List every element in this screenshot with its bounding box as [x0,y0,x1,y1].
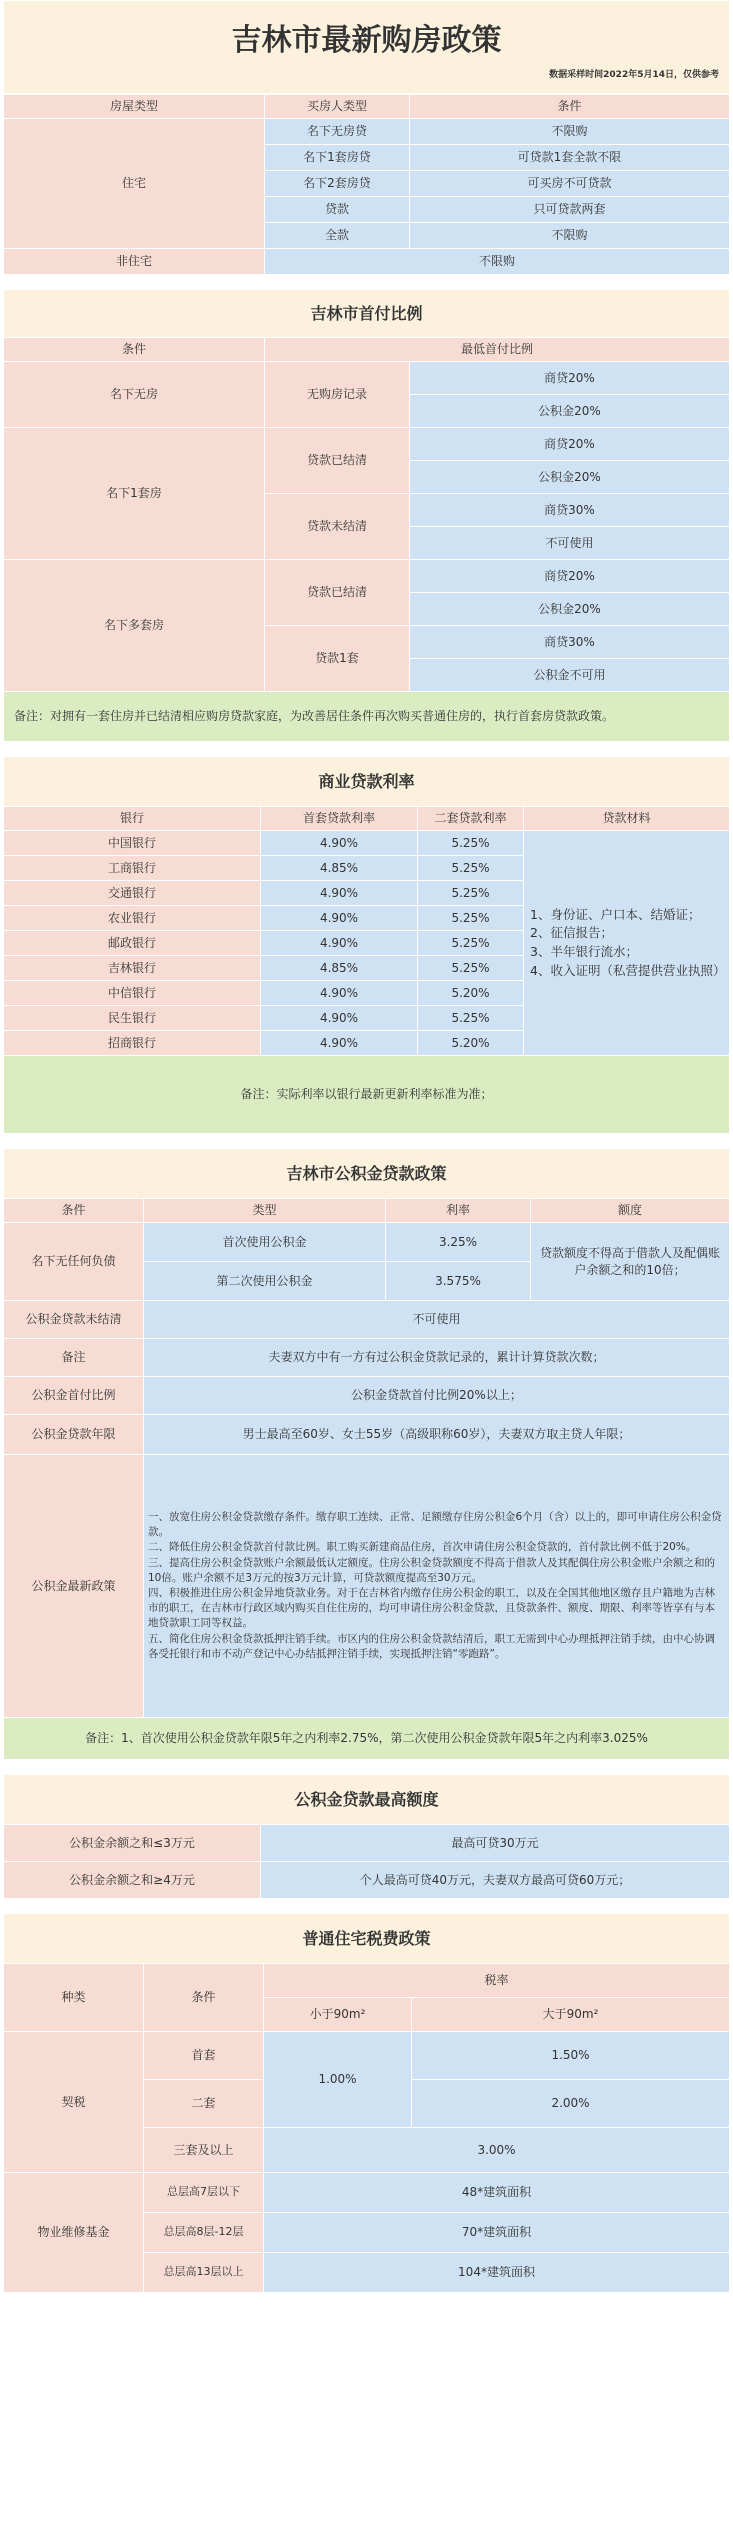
down-payment-label: 公积金首付比例 [4,1377,144,1415]
condition-cell: 名下1套房 [4,428,265,560]
bank-name: 工商银行 [4,856,261,881]
first-use: 首次使用公积金 [144,1223,386,1262]
bank-name: 中国银行 [4,831,261,856]
second-rate: 3.575% [386,1262,531,1301]
buyer-type-cell: 全款 [265,223,410,249]
condition-cell: 不限购 [410,223,730,249]
provident-fund-table [3,1148,730,1760]
header-condition: 条件 [410,95,730,119]
ratio-cell: 公积金20% [410,593,730,626]
ratio-cell: 商贷20% [410,362,730,395]
bank-name: 交通银行 [4,881,261,906]
header-condition: 条件 [4,1199,144,1223]
second-rate: 5.25% [418,831,524,856]
deed-tax-label: 契税 [4,2032,144,2173]
first-rate: 3.25% [386,1223,531,1262]
remark-label: 备注 [4,1339,144,1377]
no-debt-label: 名下无任何负债 [4,1223,144,1301]
header-quota: 额度 [531,1199,730,1223]
bank-name: 中信银行 [4,981,261,1006]
second-rate: 5.25% [418,856,524,881]
first-rate: 4.90% [261,906,418,931]
ratio-cell: 商贷20% [410,428,730,461]
buyer-type-cell: 名下2套房贷 [265,171,410,197]
header-condition: 条件 [4,338,265,362]
balance-condition: 公积金余额之和≥4万元 [4,1862,261,1899]
policy-item: 一、放宽住房公积金贷款缴存条件。缴存职工连续、正常、足额缴存住房公积金6个月（含）以上的，即可申请住房公积金贷款。 [148,1510,722,1539]
new-policy-label: 公积金最新政策 [4,1455,144,1718]
max-quota-table [3,1774,730,1899]
header-large-area: 大于90m² [412,1998,730,2032]
bank-name: 邮政银行 [4,931,261,956]
ratio-cell: 商贷30% [410,626,730,659]
buyer-type-cell: 贷款 [265,197,410,223]
down-payment-value: 公积金贷款首付比例20%以上； [144,1377,730,1415]
first-rate: 4.90% [261,1006,418,1031]
header-second-rate: 二套贷款利率 [418,807,524,831]
subcondition-cell: 无购房记录 [265,362,410,428]
header-min-down: 最低首付比例 [265,338,730,362]
maintenance-fund-label: 物业维修基金 [4,2173,144,2293]
nonresidential-condition: 不限购 [265,249,730,275]
residential-label: 住宅 [4,119,265,249]
header-type: 类型 [144,1199,386,1223]
max-loan: 最高可贷30万元 [261,1825,730,1862]
floor-condition: 总层高7层以下 [144,2173,264,2213]
condition-cell: 名下无房 [4,362,265,428]
section-note: 备注：1、首次使用公积金贷款年限5年之内利率2.75%，第二次使用公积金贷款年限5年之内利率3.025% [4,1718,730,1760]
section-note: 备注：实际利率以银行最新更新利率标准为准； [4,1056,730,1134]
condition-cell: 可贷款1套全款不限 [410,145,730,171]
second-use: 第二次使用公积金 [144,1262,386,1301]
second-rate: 5.25% [418,931,524,956]
first-home: 首套 [144,2032,264,2080]
first-rate: 4.85% [261,956,418,981]
third-rate: 3.00% [264,2128,730,2173]
second-rate: 5.25% [418,956,524,981]
new-policy-text [144,1455,730,1718]
second-rate: 5.20% [418,1031,524,1056]
unsettled-value: 不可使用 [144,1301,730,1339]
commercial-loan-table [3,756,730,1134]
condition-cell: 名下多套房 [4,560,265,692]
section-title: 吉林市首付比例 [4,290,730,338]
header-buyer-type: 买房人类型 [265,95,410,119]
condition-cell: 可买房不可贷款 [410,171,730,197]
small-area-rate: 1.00% [264,2032,412,2128]
down-payment-table [3,289,730,742]
first-rate: 4.90% [261,981,418,1006]
date-note: 数据采样时间2022年5月14日，仅供参考 [549,70,719,80]
bank-name: 农业银行 [4,906,261,931]
header-bank: 银行 [4,807,261,831]
second-rate: 5.25% [418,1006,524,1031]
policy-item: 二、降低住房公积金贷款首付款比例。职工购买新建商品住房，首次申请住房公积金贷款的，首付款比例不低于20%。 [148,1541,697,1554]
policy-item: 三、提高住房公积金贷款账户余额最低认定额度。住房公积金贷款额度不得高于借款人及其配偶住房公积金账户余额之和的10倍。账户余额不足3万元的按3万元计算，可贷款额度提高至30万元。 [148,1556,715,1584]
header-kind: 种类 [4,1964,144,2032]
bank-name: 吉林银行 [4,956,261,981]
tax-table [3,1913,730,2293]
loan-materials [524,831,730,1056]
unsettled-label: 公积金贷款未结清 [4,1301,144,1339]
nonresidential-label: 非住宅 [4,249,265,275]
bank-name: 招商银行 [4,1031,261,1056]
third-home: 三套及以上 [144,2128,264,2173]
header-materials: 贷款材料 [524,807,730,831]
policy-item: 五、简化住房公积金贷款抵押注销手续。市区内的住房公积金贷款结清后，职工无需到中心办理抵押注销手续，由中心协调各受托银行和市不动产登记中心办结抵押注销手续，实现抵押注销“零跑路”。 [148,1632,715,1660]
subcondition-cell: 贷款已结清 [265,560,410,626]
section-title: 普通住宅税费政策 [4,1914,730,1964]
material-item: 4、收入证明（私营提供营业执照） [530,962,726,978]
header-rate: 利率 [386,1199,531,1223]
policy-item: 四、积极推进住房公积金异地贷款业务。对于在吉林省内缴存住房公积金的职工，以及在全国其他地区缴存且户籍地为吉林市的职工，在吉林市行政区域内购买自住住房的，均可申请住房公积金贷款，且贷款条件、额度、期限、利率等皆享有与本地贷款职工同等权益。 [148,1587,715,1630]
header-condition: 条件 [144,1964,264,2032]
first-rate: 4.85% [261,856,418,881]
ratio-cell: 不可使用 [410,527,730,560]
max-loan: 个人最高可贷40万元，夫妻双方最高可贷60万元； [261,1862,730,1899]
bank-name: 民生银行 [4,1006,261,1031]
floor-condition: 总层高8层-12层 [144,2213,264,2253]
subcondition-cell: 贷款1套 [265,626,410,692]
fund-amount: 104*建筑面积 [264,2253,730,2293]
second-home: 二套 [144,2080,264,2128]
section-title: 公积金贷款最高额度 [4,1775,730,1825]
first-rate: 4.90% [261,931,418,956]
loan-term-value: 男士最高至60岁、女士55岁（高级职称60岁），夫妻双方取主贷人年限； [144,1415,730,1455]
subcondition-cell: 贷款未结清 [265,494,410,560]
remark-value: 夫妻双方中有一方有过公积金贷款记录的，累计计算贷款次数； [144,1339,730,1377]
first-rate: 4.90% [261,831,418,856]
title-block [3,0,730,94]
ratio-cell: 公积金不可用 [410,659,730,692]
first-rate: 4.90% [261,881,418,906]
condition-cell: 只可贷款两套 [410,197,730,223]
section-note: 备注：对拥有一套住房并已结清相应购房贷款家庭，为改善居住条件再次购买普通住房的，执行首套房贷款政策。 [4,692,730,742]
section-title: 商业贷款利率 [4,757,730,807]
fund-amount: 70*建筑面积 [264,2213,730,2253]
buyer-type-cell: 名下无房贷 [265,119,410,145]
header-small-area: 小于90m² [264,1998,412,2032]
material-item: 2、征信报告； [530,925,613,941]
loan-term-label: 公积金贷款年限 [4,1415,144,1455]
purchase-restriction-table [3,94,730,275]
first-large-rate: 1.50% [412,2032,730,2080]
ratio-cell: 商贷30% [410,494,730,527]
subcondition-cell: 贷款已结清 [265,428,410,494]
header-tax-rate: 税率 [264,1964,730,1998]
second-large-rate: 2.00% [412,2080,730,2128]
section-title: 吉林市公积金贷款政策 [4,1149,730,1199]
fund-amount: 48*建筑面积 [264,2173,730,2213]
ratio-cell: 公积金20% [410,461,730,494]
material-item: 1、身份证、户口本、结婚证； [530,906,701,922]
second-rate: 5.25% [418,881,524,906]
ratio-cell: 商贷20% [410,560,730,593]
header-first-rate: 首套贷款利率 [261,807,418,831]
first-rate: 4.90% [261,1031,418,1056]
quota-text: 贷款额度不得高于借款人及配偶账户余额之和的10倍； [531,1223,730,1301]
material-item: 3、半年银行流水； [530,944,638,959]
balance-condition: 公积金余额之和≤3万元 [4,1825,261,1862]
floor-condition: 总层高13层以上 [144,2253,264,2293]
header-house-type: 房屋类型 [4,95,265,119]
condition-cell: 不限购 [410,119,730,145]
ratio-cell: 公积金20% [410,395,730,428]
second-rate: 5.20% [418,981,524,1006]
page-title: 吉林市最新购房政策 [231,23,502,58]
buyer-type-cell: 名下1套房贷 [265,145,410,171]
second-rate: 5.25% [418,906,524,931]
